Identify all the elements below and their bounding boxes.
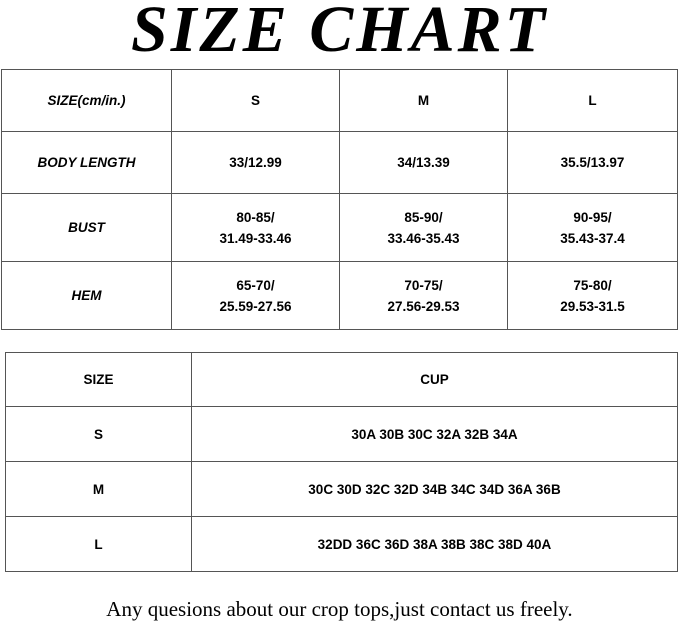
header-cell: CUP	[192, 353, 678, 407]
table-row	[2, 194, 678, 262]
table-header-row	[6, 353, 678, 407]
size-cell: S	[6, 407, 192, 462]
table-cell: 80-85/ 31.49-33.46	[172, 194, 340, 262]
table-row	[2, 132, 678, 194]
table-cell: 34/13.39	[340, 132, 508, 194]
header-cell: SIZE	[6, 353, 192, 407]
cup-cell: 32DD 36C 36D 38A 38B 38C 38D 40A	[192, 517, 678, 572]
size-cell: M	[6, 462, 192, 517]
table-row	[2, 262, 678, 330]
footer-note: Any quesions about our crop tops,just contact us freely.	[106, 597, 573, 621]
table-row	[6, 407, 678, 462]
header-cell: S	[172, 70, 340, 132]
table-cell: 35.5/13.97	[508, 132, 678, 194]
cup-cell: 30A 30B 30C 32A 32B 34A	[192, 407, 678, 462]
table-cell: 85-90/ 33.46-35.43	[340, 194, 508, 262]
header-cell: SIZE(cm/in.)	[2, 70, 172, 132]
header-cell: L	[508, 70, 678, 132]
table-cell: 75-80/ 29.53-31.5	[508, 262, 678, 330]
table-row	[6, 517, 678, 572]
table-cell: 90-95/ 35.43-37.4	[508, 194, 678, 262]
table-header-row	[2, 70, 678, 132]
size-cell: L	[6, 517, 192, 572]
row-label: BODY LENGTH	[2, 132, 172, 194]
cup-size-table	[5, 352, 678, 572]
table-cell: 65-70/ 25.59-27.56	[172, 262, 340, 330]
cup-cell: 30C 30D 32C 32D 34B 34C 34D 36A 36B	[192, 462, 678, 517]
row-label: HEM	[2, 262, 172, 330]
table-cell: 33/12.99	[172, 132, 340, 194]
row-label: BUST	[2, 194, 172, 262]
page-title: SIZE CHART	[131, 0, 548, 66]
size-measurement-table	[1, 69, 678, 330]
table-cell: 70-75/ 27.56-29.53	[340, 262, 508, 330]
table-row	[6, 462, 678, 517]
header-cell: M	[340, 70, 508, 132]
